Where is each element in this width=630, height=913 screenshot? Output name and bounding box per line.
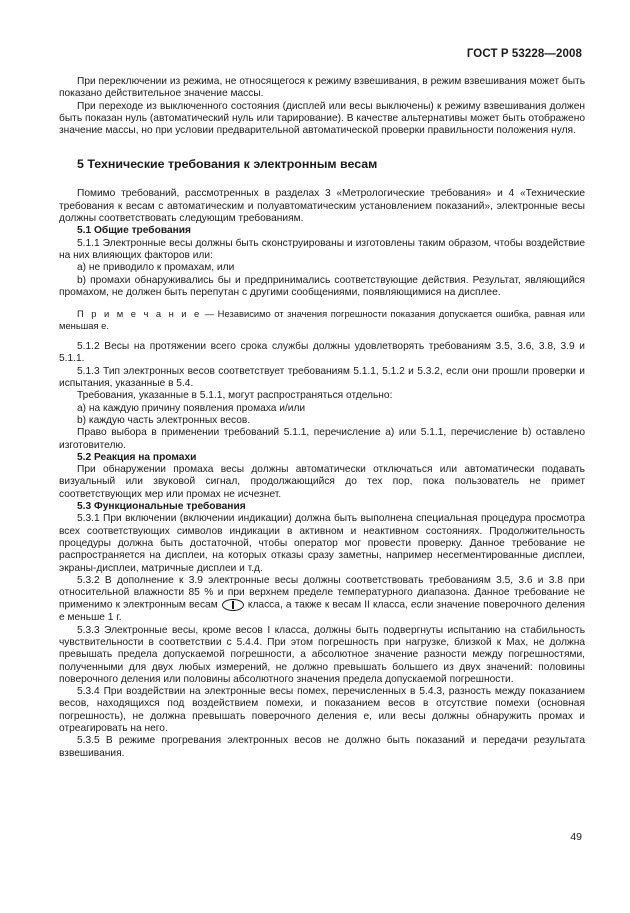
paragraph: 5.3.5 В режиме прогревания электронных весов не должно быть показаний и передачи результата взвешивания. <box>59 735 585 759</box>
note-text: — Независимо от значения погрешности показания допускается ошибка, равная или меньшая e. <box>59 308 585 332</box>
list-item: а) не приводило к промахам, или <box>77 262 235 274</box>
paragraph: При переключении из режима, не относящегося к режиму взвешивания, в режим взвешивания может быть показано действительное значение массы. <box>59 76 585 100</box>
subsection-title: 5.3 Функциональные требования <box>77 501 246 513</box>
paragraph: 5.1.2 Весы на протяжении всего срока службы должны удовлетворять требованиям 3.5, 3.6, 3.8, 3.9 и 5.1.1. <box>59 341 585 365</box>
subsection-title: 5.1 Общие требования <box>77 225 191 237</box>
page-number: 49 <box>570 831 582 843</box>
paragraph: 5.1.3 Тип электронных весов соответствует требованиям 5.1.1, 5.1.2 и 5.3.2, если они прошли проверки и испытания, указанные в 5.4. <box>59 365 585 390</box>
paragraph: При обнаружении промаха весы должны автоматически отключаться или автоматически подавать визуальный или звуковой сигнал, продолжающийся до тех пор, пока пользователь не примет соответствующих мер или промах не исчезнет. <box>59 464 585 500</box>
section-title: 5 Технические требования к электронным весам <box>77 157 378 172</box>
paragraph: 5.3.3 Электронные весы, кроме весов I класса, должны быть подвергнуты испытанию на стабильность чувствительности в соответствии с 5.4.4. При этом погрешность при нагрузке, близкой к Max, не должна превышать предела допускаемой погрешности, а абсолютное значение разности между погрешностями, полученными для двух любых измерений, не должно превышать большего из двух значений: половины поверочного деления или половины абсолютного значения предела допускаемой погрешности. <box>59 624 585 685</box>
paragraph: 5.3.1 При включении (включении индикации) должна быть выполнена специальная процедура просмотра всех соответствующих символов индикации в активном и неактивном состояниях. Продолжительность процедуры должна быть достаточной, чтобы оператор мог провести проверку. Данное требование не распространяется на дисплеи, на которых отказы сразу заметны, например несегментированные дисплеи, экраны-дисплеи, матричные дисплеи и т.д. <box>59 513 585 574</box>
paragraph-part: класса, а также к весам II класса, если значение поверочного деления e меньше 1 г. <box>59 600 585 624</box>
paragraph: Требования, указанные в 5.1.1, могут распространяться отдельно: <box>77 390 393 402</box>
paragraph: При переходе из выключенного состояния (дисплей или весы выключены) к режиму взвешивания должен быть показан нуль (автоматический нуль или тарирование). В качестве альтернативы может быть отображено значение массы, но при условии предварительной автоматической проверки правильности положения нуля. <box>59 100 585 137</box>
paragraph: 5.1.1 Электронные весы должны быть сконструированы и изготовлены таким образом, чтобы воздействие на них влияющих факторов или: <box>59 237 585 261</box>
document-code-header: ГОСТ Р 53228—2008 <box>466 48 582 60</box>
list-item: b) промахи обнаруживались бы и предпринимались соответствующие действия. Результат, являющийся промахом, не должен быть перепутан с другими сообщениями, появляющимися на дисплее. <box>59 274 585 298</box>
list-item: b) каждую часть электронных весов. <box>77 414 251 426</box>
list-item: а) на каждую причину появления промаха и/или <box>77 402 306 414</box>
paragraph: 5.3.4 При воздействии на электронные весы помех, перечисленных в 5.4.3, разность между показанием весов, находящихся под воздействием помехи, и показанием весов в отсутствие помехи (основная погрешность), не должна превышать поверочного деления e, или весы должны обнаружить промах и отреагировать на него. <box>59 686 585 735</box>
note <box>59 308 585 332</box>
paragraph <box>59 575 585 625</box>
accuracy-class-i-symbol <box>222 599 244 611</box>
subsection-title: 5.2 Реакция на промахи <box>77 451 197 463</box>
paragraph-part: 5.3.2 В дополнение к 3.9 электронные весы должны соответствовать требованиям 3.5, 3.6 и 3.8 при относительной влажности 85 % и при верхнем пределе температурного диапазона. Данное требование не применимо к электронным весам <box>59 574 585 612</box>
paragraph: Право выбора в применении требований 5.1.1, перечисление а) или 5.1.1, перечисление b) оставлено изготовителю. <box>59 427 585 451</box>
paragraph: Помимо требований, рассмотренных в разделах 3 «Метрологические требования» и 4 «Технические требования к весам с автоматическим и полуавтоматическим установлением показаний», электронные весы должны соответствовать следующим требованиям. <box>59 188 585 225</box>
page-content <box>59 76 585 760</box>
note-label: П р и м е ч а н и е <box>77 308 202 320</box>
